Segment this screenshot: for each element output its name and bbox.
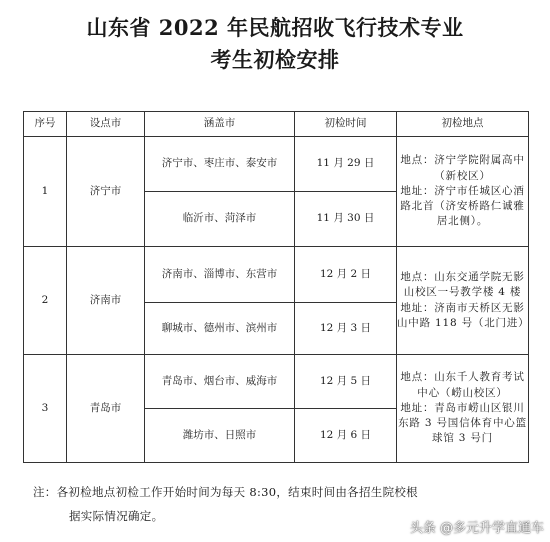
- table-row: [24, 137, 529, 192]
- site-city: 青岛市: [67, 355, 145, 463]
- covered-cities: 济南市、淄博市、东营市: [145, 247, 295, 303]
- schedule-table: [23, 111, 529, 463]
- location-name: 地点：济宁学院附属高中（新校区）: [400, 154, 525, 182]
- row-number: 2: [24, 247, 67, 355]
- site-city: 济南市: [67, 247, 145, 355]
- check-date: 12 月 6 日: [295, 409, 397, 463]
- covered-cities: 青岛市、烟台市、威海市: [145, 355, 295, 409]
- location-address: 地址：济南市天桥区无影山中路 118 号（北门进）: [397, 301, 530, 329]
- row-number: 3: [24, 355, 67, 463]
- location-address: 地址：青岛市崂山区银川东路 3 号国信体育中心篮球馆 3 号门: [398, 401, 527, 445]
- check-date: 11 月 30 日: [295, 192, 397, 247]
- table-row: [24, 355, 529, 409]
- check-date: 11 月 29 日: [295, 137, 397, 192]
- check-location: [397, 137, 529, 247]
- covered-cities: 潍坊市、日照市: [145, 409, 295, 463]
- header-date: 初检时间: [295, 112, 397, 137]
- footnote-line2: 据实际情况确定。: [69, 509, 164, 523]
- check-date: 12 月 5 日: [295, 355, 397, 409]
- row-number: 1: [24, 137, 67, 247]
- covered-cities: 济宁市、枣庄市、泰安市: [145, 137, 295, 192]
- table-header-row: [24, 112, 529, 137]
- check-date: 12 月 3 日: [295, 303, 397, 355]
- check-location: [397, 247, 529, 355]
- check-location: [397, 355, 529, 463]
- covered-cities: 临沂市、菏泽市: [145, 192, 295, 247]
- header-no: 序号: [24, 112, 67, 137]
- check-date: 12 月 2 日: [295, 247, 397, 303]
- covered-cities: 聊城市、德州市、滨州市: [145, 303, 295, 355]
- footnote-line1: 注：各初检地点初检工作开始时间为每天 8:30，结束时间由各招生院校根: [33, 485, 418, 499]
- table-row: [24, 247, 529, 303]
- location-name: 地点：山东交通学院无影山校区一号教学楼 4 楼: [400, 271, 525, 299]
- location-name: 地点：山东千人教育考试中心（崂山校区）: [400, 371, 525, 399]
- header-city: 设点市: [67, 112, 145, 137]
- header-location: 初检地点: [397, 112, 529, 137]
- source-watermark: 头条 @多元升学直通车: [409, 521, 544, 536]
- location-address: 地址：济宁市任城区心酒路北首（济安桥路仁诚雅居北侧）。: [400, 184, 525, 228]
- site-city: 济宁市: [67, 137, 145, 247]
- header-covers: 涵盖市: [145, 112, 295, 137]
- document-title-line2: 考生初检安排: [210, 47, 340, 72]
- document-title-line1: 山东省 2022 年民航招收飞行技术专业: [86, 15, 464, 40]
